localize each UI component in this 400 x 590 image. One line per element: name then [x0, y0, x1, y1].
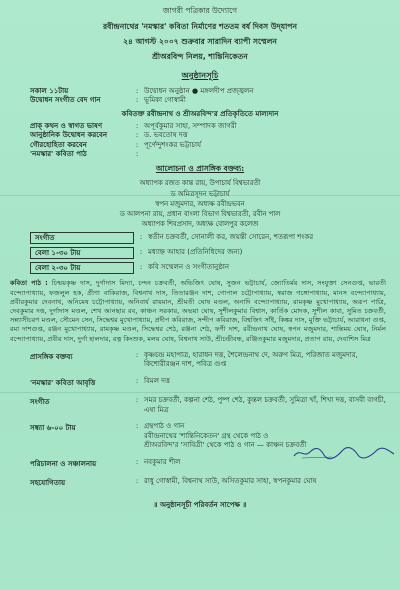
schedule-row: সংগীত : স্বতীন চক্রবর্তী, সোনালী কর, জয়ন্তী সোরেন, শতরূপা শংকর: [10, 232, 390, 244]
schedule-row: প্রাসঙ্গিক বক্তব্য : কৃষ্ণচন্দ্র মহাপাত্র, হারাধন দত্ত, শৈলেন্দ্রনাথ দে, অরুণ মিত্র, পরিজাত মজুমদার, কিশোরীরঞ্জন দাশ, পবিত্র গুপ্ত: [10, 351, 390, 370]
footer-note: ॥ অনুষ্ঠানসূচী পরিবর্তন সাপেক্ষ ॥: [153, 501, 247, 510]
poetry-reading-label: কবিতা পাঠ :: [10, 279, 48, 288]
row-label: সহযোগিতায়: [30, 479, 66, 488]
row-label: প্রাক্‌ কথন ও স্বাগত ভাষণ: [30, 121, 103, 130]
schedule-title: অনুষ্ঠানসূচি: [181, 70, 219, 80]
schedule-row: আনুষ্ঠানিক উদ্বোধন করবেন : ড. ভবতোষ দত্ত: [10, 131, 390, 140]
schedule-row: বেলা ২-৩০ টায় : কবি সম্মেলন ও সংগীতানুষ্ঠান: [10, 262, 390, 274]
row-value: রাধু গোস্বামী, বিশ্বনাথ সাউ, অসিতকুমার সাহা, স্বপনকুমার ঘোষ: [144, 477, 317, 486]
schedule-row: সন্ধ্যা ৬-০০ টায় : গ্রন্থপাঠ ও গান রবীন্দ্রনাথের 'শান্তিনিকেতন' গ্রন্থ থেকে পাঠ ও শ্রীঅরবিন্দ'র 'সাবিত্রী' থেকে পাঠ ও গান — কাঞ্চন চক্রবর্তী: [10, 422, 390, 451]
schedule-row: গৌরহোহিতা করবেন : পূর্ণেন্দুশংকর ভট্টাচার্য: [10, 141, 390, 150]
speaker-list: [10, 178, 390, 229]
venue-line: শ্রীঅরবিন্দ নিলয়, শান্তিনিকেতন: [152, 52, 248, 61]
speaker-line: ড আলপনা রায়, প্রধান বাংলা বিভাগ বিশ্বভারতী, রবীন পাল: [119, 210, 281, 219]
row-label: সন্ধ্যা ৬-০০ টায়: [30, 424, 76, 433]
row-label: উদ্বোধন সংগীত বেদ গান: [30, 96, 101, 105]
discussion-title: আলোচনা ও প্রাসঙ্গিক বক্তব্য:: [155, 164, 245, 174]
fold-crease: [0, 392, 400, 393]
schedule-row: বেলা ১-৩০ টায় : মধ্যাহ্ন আহার (প্রতিনিধিদের জন্য): [10, 247, 390, 259]
row-value: বিমল দত্ত: [144, 377, 170, 386]
date-line: ২৪ আগস্ট ২০০৭ শুক্রবার সারাদিন ব্যাপী সম্মেলন: [123, 37, 277, 46]
row-value: অপূর্বকুমার সাহা, সম্পাদক জাগরী: [144, 121, 237, 130]
schedule-row: 'নমস্কার' কবিতা পাঠ :: [10, 150, 390, 159]
row-value: কবি সম্মেলন ও সংগীতানুষ্ঠান: [148, 263, 230, 272]
afternoon-section: [10, 351, 390, 489]
row-label: বেলা ১-৩০ টায়: [30, 247, 134, 259]
row-value: ড. ভবতোষ দত্ত: [144, 131, 188, 140]
poetry-reading-names: চিন্ময়কৃষ্ণ দাস, দুর্গাদাস মিদ্যা, চন্দন চক্রবর্তী, অভিজিৎ ঘোষ, সুজন ভট্টাচার্য, জ্যোতির্ময় দাস, সংযুক্তা সেনগুপ্ত, ভারতী বন্দ্যোপাধ্যায়, ফজলুল হক, প্রীণা বাকিরাজ, বিশ্বনাথ দাস, তিতারঞ্জন দাশ, গোপাল চট্টোপাধ্যায়, স্বরাজ গঙ্গোপাধ্যায়, মানস বন্দ্যোপাধ্যায়, প্রবীরকুমার দেবনাথ, অনিমেষ চট্টোপাধ্যায়, অনিবার্য রায়মান, শ্রীমতী ঘোষ মণ্ডল, অনাদি বন্দ্যোপাধ্যায়, রামকৃষ্ণ মুখোপাধ্যায়, অরূপ পাত্রি, দেবকুমার দত্ত, দুর্গাদাস মণ্ডল, শেখ আনছার রব, কাঞ্চন সরকার, অভয়া ঘোষ, সুশীলকুমার বিশ্বাস, কার্তিক মোদক, সুশীল কাবা, সুমিত চক্রবর্তী, সন্ন্যাসীচরণ মণ্ডল, সৌমেন সেন, সিদ্ধেশ্বর মুখোপাধ্যায়, প্রদীপ কবিরাজ, সন্দীপ কবিরাজ, বিশ্বজিৎ সাঁই, কিঙ্কর দাস, মুক্তি ভট্টাচার্য, আরাধনা গুপ্ত, রমা দাশগুপ্ত, রঞ্জন মুখোপাধ্যায়, রামকৃষ্ণ মণ্ডল, সিদ্ধেশ্বর শেঠ, রঞ্জনা শেঠ, ফণী দাশ, রবীন্দ্রনাথ ঘোষ, স্বপন মজুমদার, শান্তিময় ঘোষ, নির্মল বন্দ্যোপাধ্যায়, প্রবীর দাস, দুর্গা হালদার, রত্ন কিংশুক, মলয় ঘোষ, বিশ্বনাথ সাউ, শ্রীচন্দ্রীবন্ধ, রঞ্জিতকুমার মজুমদার, প্রতাপ রায়, দেবাশিস মিত্র: [10, 279, 387, 343]
midday-section: [10, 232, 390, 274]
speaker-line: অধ্যাপক রজত কান্ত রায়, উপাচার্য বিশ্বভারতী: [139, 179, 261, 188]
schedule-row: পরিচালনা ও সঞ্চালনায় : নবকুমার শীল: [10, 458, 390, 470]
row-value: [144, 150, 390, 159]
occasion-title: রবীন্দ্রনাথের 'নমস্কার' কবিতা নির্মাণের শততম বর্ষ দিবস উদ্‌যাপন: [102, 22, 297, 31]
opening-section: [10, 122, 390, 160]
row-value: সমর চক্রবর্তী, কল্পনা শেঠ, পুষ্প শেঠ, কুন্তল চক্রবর্তী, সুমিত্রা খাঁ, শিখা দত্ত, বাসবী বাগচী, এষা মিত্র: [144, 396, 386, 414]
row-label: আনুষ্ঠানিক উদ্বোধন করবেন: [30, 131, 108, 140]
schedule-row: প্রাক্‌ কথন ও স্বাগত ভাষণ : অপূর্বকুমার সাহা, সম্পাদক জাগরী: [10, 122, 390, 131]
fold-crease: [0, 195, 400, 196]
row-label: সংগীত: [30, 232, 134, 244]
row-value: গ্রন্থপাঠ ও গান রবীন্দ্রনাথের 'শান্তিনিকেতন' গ্রন্থ থেকে পাঠ ও শ্রীঅরবিন্দ'র 'সাবিত্রী' থেকে পাঠ ও গান — কাঞ্চন চক্রবর্তী: [144, 422, 307, 450]
row-label: সকাল ১১টায়: [30, 87, 69, 95]
handwritten-signature: [292, 446, 396, 460]
row-label: 'নমস্কার' কবিতা পাঠ: [30, 150, 87, 159]
row-label: পরিচালনা ও সঞ্চালনায়: [30, 460, 97, 469]
row-value: উদ্বোধন অনুষ্ঠান ● মঙ্গলদীপ প্রজ্জ্বলন: [144, 87, 254, 95]
organizer-line: জাগরী পত্রিকার উদ্যোগে: [162, 6, 238, 15]
row-value: ভূমিকা গোস্বামী: [144, 96, 186, 105]
speaker-line: অধ্যাপক শিবপ্রসাদ, অধ্যক্ষ বোলপুর কলেজ: [141, 220, 259, 229]
row-label: বেলা ২-৩০ টায়: [30, 262, 134, 274]
row-label: 'নমস্কার' কবিতা আবৃত্তি: [30, 379, 96, 388]
row-label: সংগীত: [30, 398, 50, 407]
poetry-reading-block: [10, 279, 390, 343]
speaker-line: ড অমিত্রসূদন ভট্টাচার্য: [170, 189, 230, 198]
row-value: স্বতীন চক্রবর্তী, সোনালী কর, জয়ন্তী সোরেন, শতরূপা শংকর: [148, 233, 314, 242]
schedule-row: সংগীত : সমর চক্রবর্তী, কল্পনা শেঠ, পুষ্প শেঠ, কুন্তল চক্রবর্তী, সুমিত্রা খাঁ, শিখা দত্ত, বাসবী বাগচী, এষা মিত্র: [10, 396, 390, 415]
speaker-line: স্বপন মজুমদার, অধ্যক্ষ রবীন্দ্রভবন: [155, 199, 245, 208]
row-value: মধ্যাহ্ন আহার (প্রতিনিধিদের জন্য): [148, 248, 243, 257]
schedule-row: 'নমস্কার' কবিতা আবৃত্তি : বিমল দত্ত: [10, 377, 390, 389]
tribute-note: কবিতক্ত রবীন্দ্রনাথ ও শ্রীঅরবিন্দ'র প্রতিকৃতিতে মাল্যদান: [121, 109, 279, 118]
schedule-row: সকাল ১১টায় : উদ্বোধন অনুষ্ঠান ● মঙ্গলদীপ প্রজ্জ্বলন: [10, 87, 390, 96]
schedule-row: সহযোগিতায় : রাধু গোস্বামী, বিশ্বনাথ সাউ, অসিতকুমার সাহা, স্বপনকুমার ঘোষ: [10, 477, 390, 489]
morning-section: [10, 87, 390, 106]
row-label: গৌরহোহিতা করবেন: [30, 140, 87, 149]
row-value: নবকুমার শীল: [144, 458, 181, 467]
row-value: কৃষ্ণচন্দ্র মহাপাত্র, হারাধন দত্ত, শৈলেন্দ্রনাথ দে, অরুণ মিত্র, পরিজাত মজুমদার, কিশোরীরঞ্জন দাশ, পবিত্র গুপ্ত: [144, 350, 358, 369]
row-value: পূর্ণেন্দুশংকর ভট্টাচার্য: [144, 140, 202, 149]
schedule-row: উদ্বোধন সংগীত বেদ গান : ভূমিকা গোস্বামী: [10, 96, 390, 105]
row-label: প্রাসঙ্গিক বক্তব্য: [30, 352, 73, 361]
